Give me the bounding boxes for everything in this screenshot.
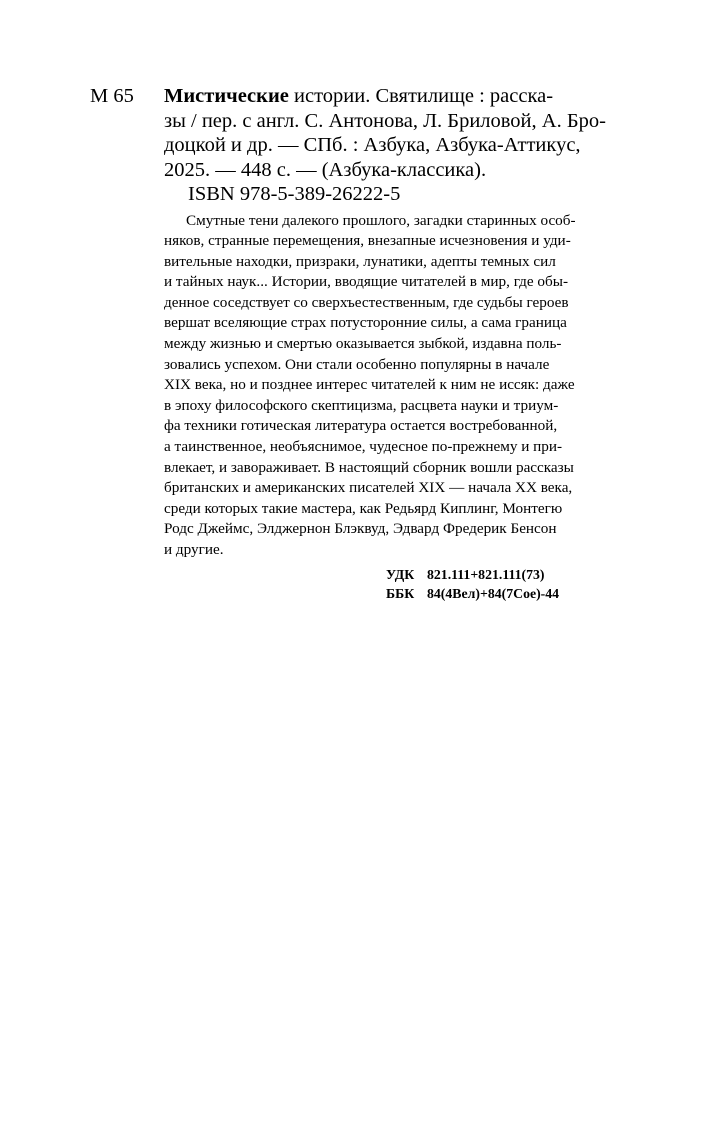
bbk-row [386, 584, 690, 603]
annotation-line: в эпоху философского скептицизма, расцвета науки и триум- [164, 396, 559, 414]
bbk-value: 84(4Вел)+84(7Сое)-44 [427, 585, 560, 601]
heading-line-text: истории. Святилище : расска- [288, 85, 554, 107]
annotation-line: а таинственное, необъяснимое, чудесное по-прежнему и при- [164, 438, 563, 456]
bibliographic-heading [164, 84, 672, 182]
catalog-card [90, 84, 690, 603]
bibliographic-entry [90, 84, 690, 207]
annotation-line: вительные находки, призраки, лунатики, адепты темных сил [164, 252, 556, 270]
heading-line [164, 84, 672, 109]
author-sign-code: М 65 [90, 85, 134, 107]
annotation-line: вершат вселяющие страх потусторонние силы, а сама граница [164, 314, 567, 332]
annotation-line: среди которых такие мастера, как Редьярд Киплинг, Монтегю [164, 499, 563, 517]
udk-row [386, 565, 690, 584]
annotation-line: влекает, и завораживает. В настоящий сборник вошли рассказы [164, 458, 574, 476]
annotation-line: между жизнью и смертью оказывается зыбкой, издавна поль- [164, 335, 562, 353]
annotation-line: Смутные тени далекого прошлого, загадки старинных особ- [186, 211, 576, 229]
annotation-text [90, 211, 690, 561]
udk-label: УДК [386, 566, 415, 582]
annotation-line: XIX века, но и позднее интерес читателей к ним не иссяк: даже [164, 376, 575, 394]
annotation-line: и тайных наук... Истории, вводящие читателей в мир, где обы- [164, 273, 569, 291]
annotation-line: няков, странные перемещения, внезапные исчезновения и уди- [164, 232, 571, 250]
heading-line: доцкой и др. — СПб. : Азбука, Азбука-Аттикус, [164, 134, 581, 156]
isbn-number: ISBN 978-5-389-26222-5 [188, 183, 401, 205]
annotation-line: зовались успехом. Они стали особенно популярны в начале [164, 355, 550, 373]
annotation-line: британских и американских писателей XIX — начала XX века, [164, 479, 573, 497]
heading-line: 2025. — 448 с. — (Азбука-классика). [164, 158, 487, 181]
classification-indices [90, 565, 690, 603]
annotation-line: фа техники готическая литература остается востребованной, [164, 417, 558, 435]
title-bold-word: Мистические [164, 85, 289, 107]
annotation-line: денное соседствует со сверхъестественным, где судьбы героев [164, 293, 569, 311]
annotation-line: и другие. [164, 541, 224, 558]
udk-value: 821.111+821.111(73) [427, 566, 545, 582]
annotation-line: Родс Джеймс, Элджернон Блэквуд, Эдвард Фредерик Бенсон [164, 520, 557, 538]
bbk-label: ББК [386, 585, 415, 601]
heading-line: зы / пер. с англ. С. Антонова, Л. Бриловой, А. Бро- [164, 109, 606, 132]
